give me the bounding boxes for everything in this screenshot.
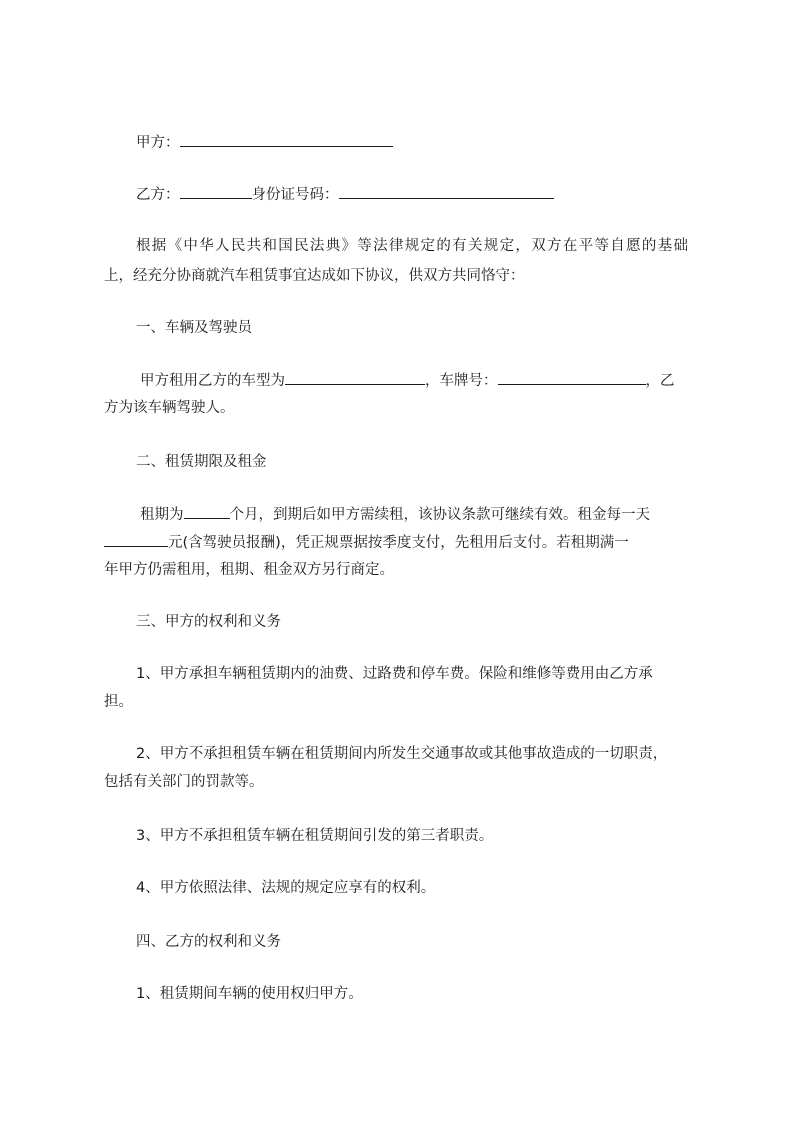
daily-rent-blank [104, 532, 168, 547]
car-model-blank [285, 370, 425, 385]
section-1-text-b: ，车牌号： [425, 373, 498, 389]
section-2-heading: 二、租赁期限及租金 [136, 454, 267, 470]
section-3-item-2-line-1: 2、甲方不承担租赁车辆在租赁期间内所发生交通事故或其他事故造成的一切职责， [136, 746, 668, 762]
id-number-label: 身份证号码： [251, 187, 339, 203]
party-b-label: 乙方： [136, 187, 180, 203]
preamble-line-1: 根据《中华人民共和国民法典》等法律规定的有关规定，双方在平等自愿的基础 [136, 238, 688, 254]
party-a-line [136, 132, 393, 153]
plate-number-blank [498, 370, 646, 385]
lease-months-blank [184, 504, 230, 519]
preamble-line-2: 上，经充分协商就汽车租赁事宜达成如下协议，供双方共同恪守： [104, 268, 525, 284]
section-2-line-2 [104, 532, 629, 553]
section-2-text-a: 租期为 [140, 507, 184, 523]
section-1-line-2: 方为该车辆驾驶人。 [104, 400, 235, 416]
party-b-line [136, 184, 554, 205]
section-1-text-a: 甲方租用乙方的车型为 [140, 373, 285, 389]
party-a-label: 甲方： [136, 135, 180, 151]
section-3-heading: 三、甲方的权利和义务 [136, 614, 281, 630]
section-4-heading: 四、乙方的权利和义务 [136, 934, 281, 950]
section-3-item-3: 3、甲方不承担租赁车辆在租赁期间引发的第三者职责。 [136, 828, 494, 844]
section-1-line-1 [140, 370, 675, 391]
party-b-blank [180, 184, 252, 199]
section-2-text-b: 个月，到期后如甲方需续租，该协议条款可继续有效。租金每一天 [229, 507, 650, 523]
section-2-line-3: 年甲方仍需租用，租期、租金双方另行商定。 [104, 562, 394, 578]
section-3-item-4: 4、甲方依照法律、法规的规定应享有的权利。 [136, 880, 436, 896]
section-1-text-c: ，乙 [645, 373, 675, 389]
section-1-heading: 一、车辆及驾驶员 [136, 320, 252, 336]
section-3-item-2-line-2: 包括有关部门的罚款等。 [104, 774, 264, 790]
section-3-item-1-line-1: 1、甲方承担车辆租赁期内的油费、过路费和停车费。保险和维修等费用由乙方承 [136, 666, 653, 682]
section-4-item-1: 1、租赁期间车辆的使用权归甲方。 [136, 986, 363, 1002]
section-2-text-c: 元(含驾驶员报酬)，凭正规票据按季度支付，先租用后支付。若租期满一 [168, 535, 629, 551]
id-number-blank [339, 184, 554, 199]
party-a-blank [180, 132, 393, 147]
section-3-item-1-line-2: 担。 [104, 694, 133, 710]
section-2-line-1 [140, 504, 650, 525]
